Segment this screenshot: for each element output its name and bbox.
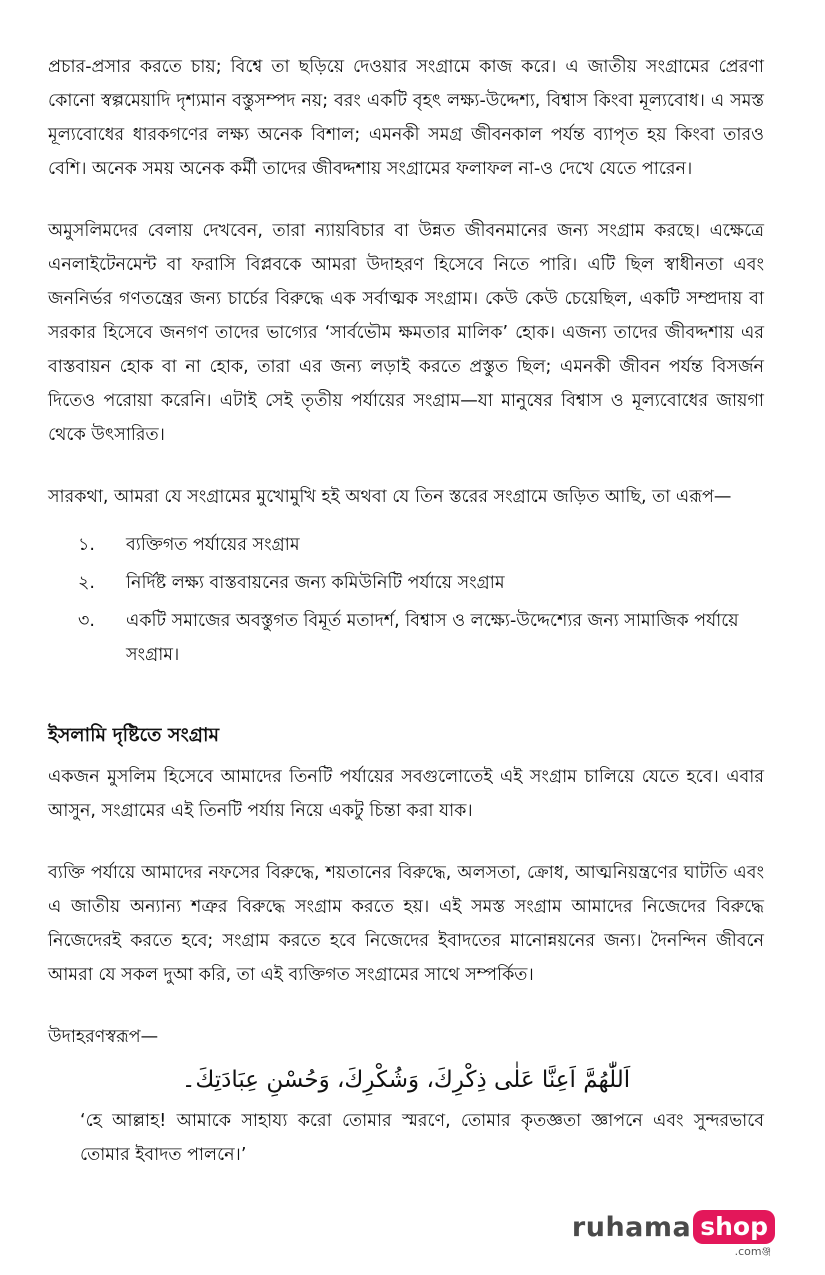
- struggle-levels-list: [48, 528, 764, 672]
- logo-domain-text: .comঞ্জ: [734, 1245, 771, 1258]
- example-label: উদাহরণস্বরূপ—: [48, 1027, 159, 1047]
- logo-brand-text: ruhama: [571, 1211, 692, 1243]
- paragraph-5: ব্যক্তি পর্যায়ে আমাদের নফসের বিরুদ্ধে, শয়তানের বিরুদ্ধে, অলসতা, ক্রোধ, আত্মনিয়ন্ত্রণের ঘাটতি এবং এ জাতীয় অন্যান্য শত্রুর বিরুদ্ধে সংগ্রাম করতে হয়। এই সমস্ত সংগ্রাম আমাদের নিজেদের বিরুদ্ধে নিজেদেরই করতে হবে; সংগ্রাম করতে হবে নিজেদের ইবাদতের মানোন্নয়নের জন্য। দৈনন্দিন জীবনে আমরা যে সকল দুআ করি, তা এই ব্যক্তিগত সংগ্রামের সাথে সম্পর্কিত।: [48, 863, 764, 985]
- list-item: [48, 566, 764, 600]
- arabic-dua: اَللّٰهُمَّ اَعِنَّا عَلٰى ذِكْرِكَ، وَشُكْرِكَ، وَحُسْنِ عِبَادَتِكَ۔: [181, 1067, 631, 1093]
- list-item: [48, 604, 764, 672]
- list-item-text: একটি সমাজের অবস্তুগত বিমূর্ত মতাদর্শ, বিশ্বাস ও লক্ষ্যে-উদ্দেশ্যের জন্য সামাজিক পর্যায়ে সংগ্রাম।: [126, 611, 739, 665]
- paragraph-1: প্রচার-প্রসার করতে চায়; বিশ্বে তা ছড়িয়ে দেওয়ার সংগ্রামে কাজ করে। এ জাতীয় সংগ্রামের প্রেরণা কোনো স্বল্পমেয়াদি দৃশ্যমান বস্তুসম্পদ নয়; বরং একটি বৃহৎ লক্ষ্য-উদ্দেশ্য, বিশ্বাস কিংবা মূল্যবোধ। এ সমস্ত মূল্যবোধের ধারকগণের লক্ষ্য অনেক বিশাল; এমনকী সমগ্র জীবনকাল পর্যন্ত ব্যাপৃত হয় কিংবা তারও বেশি। অনেক সময় অনেক কর্মী তাদের জীবদ্দশায় সংগ্রামের ফলাফল না-ও দেখে যেতে পারেন।: [48, 57, 764, 179]
- list-item-text: নির্দিষ্ট লক্ষ্য বাস্তবায়নের জন্য কমিউনিটি পর্যায়ে সংগ্রাম: [126, 573, 505, 593]
- ruhamashop-logo: [571, 1210, 775, 1258]
- logo-shop-text: shop: [693, 1210, 775, 1244]
- list-item-number: ২.: [78, 573, 95, 593]
- paragraph-4: একজন মুসলিম হিসেবে আমাদের তিনটি পর্যায়ের সবগুলোতেই এই সংগ্রাম চালিয়ে যেতে হবে। এবার আসুন, সংগ্রামের এই তিনটি পর্যায় নিয়ে একটু চিন্তা করা যাক।: [48, 767, 764, 821]
- page-content: [48, 50, 764, 1172]
- list-item-number: ১.: [78, 535, 95, 555]
- logo-shop-badge: [691, 1210, 775, 1258]
- paragraph-2: অমুসলিমদের বেলায় দেখবেন, তারা ন্যায়বিচার বা উন্নত জীবনমানের জন্য সংগ্রাম করছে। এক্ষেত্রে এনলাইটেনমেন্ট বা ফরাসি বিপ্লবকে আমরা উদাহরণ হিসেবে নিতে পারি। এটি ছিল স্বাধীনতা এবং জননির্ভর গণতন্ত্রের জন্য চার্চের বিরুদ্ধে এক সর্বাত্মক সংগ্রাম। কেউ কেউ চেয়েছিল, একটি সম্প্রদায় বা সরকার হিসেবে জনগণ তাদের ভাগ্যের ‘সার্বভৌম ক্ষমতার মালিক’ হোক। এজন্য তাদের জীবদ্দশায় এর বাস্তবায়ন হোক বা না হোক, তারা এর জন্য লড়াই করতে প্রস্তুত ছিল; এমনকী জীবন পর্যন্ত বিসর্জন দিতেও পরোয়া করেনি। এটাই সেই তৃতীয় পর্যায়ের সংগ্রাম—যা মানুষের বিশ্বাস ও মূল্যবোধের জায়গা থেকে উৎসারিত।: [48, 221, 764, 445]
- list-item-text: ব্যক্তিগত পর্যায়ের সংগ্রাম: [126, 535, 300, 555]
- list-item-number: ৩.: [78, 611, 95, 631]
- dua-translation: ‘হে আল্লাহ! আমাকে সাহায্য করো তোমার স্মরণে, তোমার কৃতজ্ঞতা জ্ঞাপনে এবং সুন্দরভাবে তোমার ইবাদত পালনে।’: [80, 1111, 764, 1165]
- section-heading: ইসলামি দৃষ্টিতে সংগ্রাম: [48, 724, 220, 746]
- list-item: [48, 528, 764, 562]
- paragraph-3: সারকথা, আমরা যে সংগ্রামের মুখোমুখি হই অথবা যে তিন স্তরের সংগ্রামে জড়িত আছি, তা এরূপ—: [48, 487, 732, 507]
